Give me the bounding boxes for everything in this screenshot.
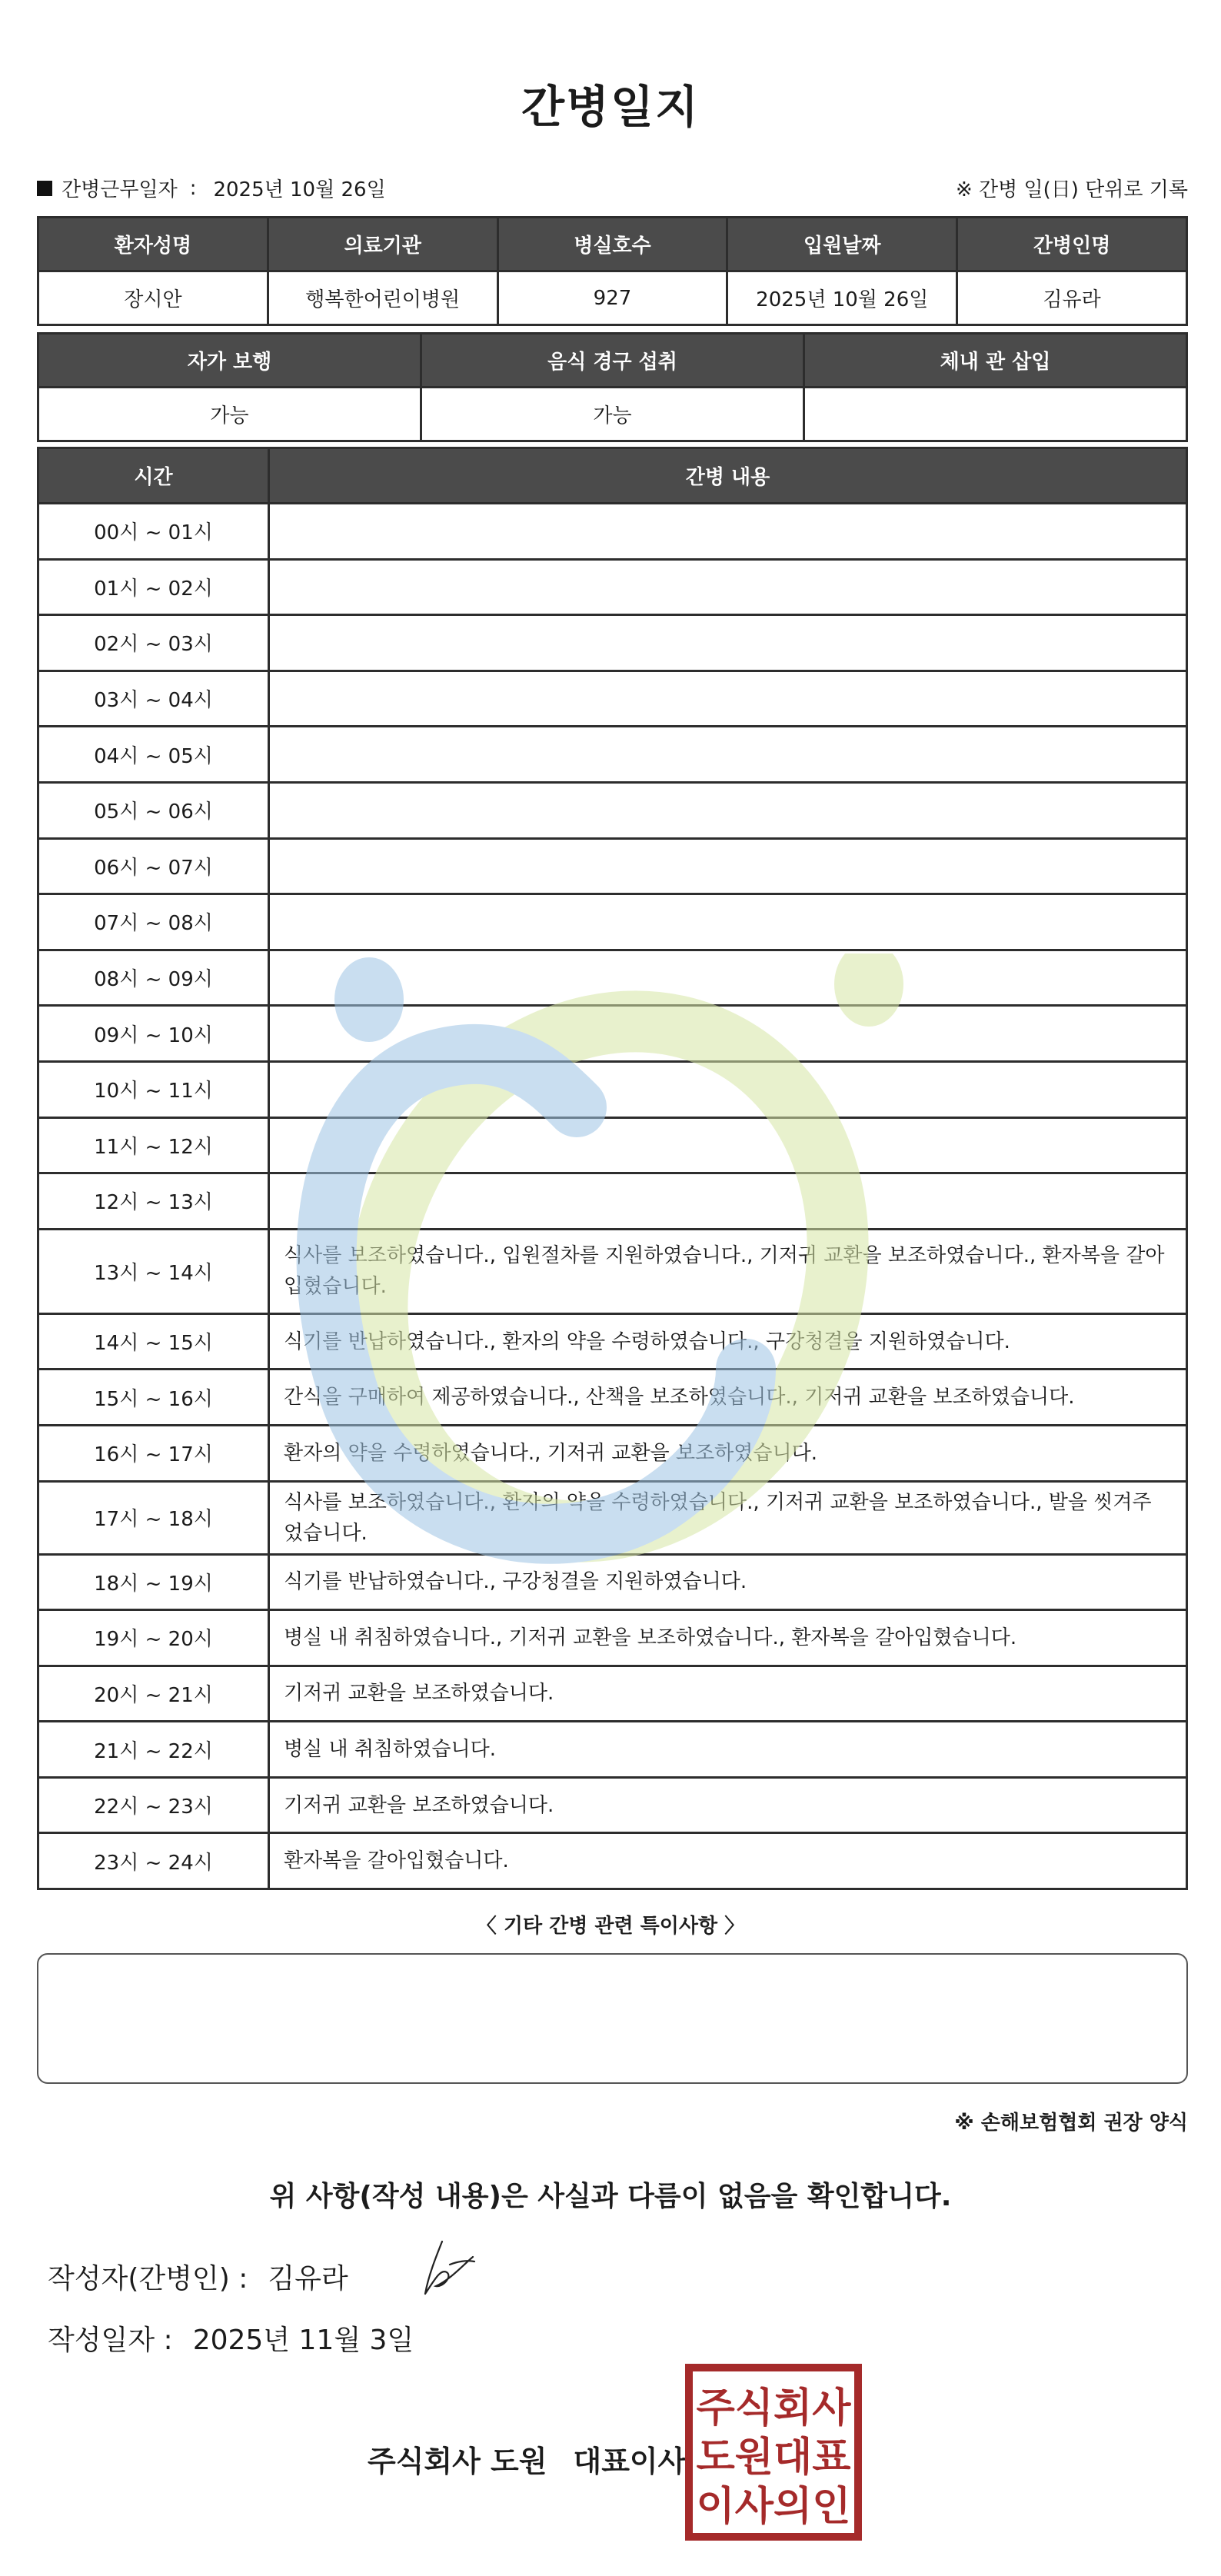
work-date-colon: : <box>189 176 197 200</box>
log-time-cell: 06시 ~ 07시 <box>38 838 269 894</box>
seal-line-2: 도원대표 <box>696 2435 851 2481</box>
log-content-cell <box>269 559 1187 615</box>
log-time-cell: 08시 ~ 09시 <box>38 950 269 1006</box>
log-time-cell: 12시 ~ 13시 <box>38 1173 269 1230</box>
log-content-cell <box>269 950 1187 1006</box>
table-row <box>38 782 1187 838</box>
log-time-cell: 03시 ~ 04시 <box>38 671 269 727</box>
table-row <box>38 1117 1187 1173</box>
log-time-cell: 18시 ~ 19시 <box>38 1554 269 1610</box>
table-row <box>38 1425 1187 1481</box>
caregiver-name: 김유라 <box>957 271 1187 325</box>
written-date-label: 작성일자 : <box>48 2325 173 2356</box>
unit-note: ※ 간병 일(日) 단위로 기록 <box>955 178 1188 201</box>
log-content-cell <box>269 782 1187 838</box>
header-admission-date: 입원날짜 <box>727 218 957 271</box>
table-row <box>38 559 1187 615</box>
remarks-title: 〈 기타 간병 관련 특이사항 〉 <box>476 1915 745 1938</box>
log-content-cell: 식기를 반납하였습니다., 구강청결을 지원하였습니다. <box>269 1554 1187 1610</box>
header-time: 시간 <box>38 448 269 504</box>
table-row <box>38 894 1187 950</box>
log-time-cell: 04시 ~ 05시 <box>38 727 269 783</box>
header-room-number: 병실호수 <box>497 218 727 271</box>
log-time-cell: 17시 ~ 18시 <box>38 1481 269 1554</box>
signature-icon <box>419 2234 488 2306</box>
log-time-cell: 05시 ~ 06시 <box>38 782 269 838</box>
written-date-line <box>48 2318 414 2358</box>
table-row <box>38 504 1187 560</box>
log-content-cell: 식기를 반납하였습니다., 환자의 약을 수령하였습니다., 구강청결을 지원하였습니다. <box>269 1313 1187 1370</box>
company-name: 주식회사 도원 <box>368 2445 547 2478</box>
writer-line <box>48 2257 348 2296</box>
table-row <box>38 1006 1187 1062</box>
log-content-cell <box>269 1006 1187 1062</box>
log-time-cell: 07시 ~ 08시 <box>38 894 269 950</box>
log-time-cell: 23시 ~ 24시 <box>38 1833 269 1889</box>
header-oral-intake: 음식 경구 섭취 <box>421 334 804 388</box>
patient-status-table <box>37 332 1188 442</box>
tube-insertion-value <box>804 388 1187 441</box>
table-row <box>38 1833 1187 1889</box>
log-time-cell: 14시 ~ 15시 <box>38 1313 269 1370</box>
writer-name: 김유라 <box>268 2263 348 2295</box>
log-content-cell: 기저귀 교환을 보조하였습니다. <box>269 1666 1187 1722</box>
log-content-cell: 병실 내 취침하였습니다., 기저귀 교환을 보조하였습니다., 환자복을 갈아입혔습니다. <box>269 1610 1187 1666</box>
log-content-cell: 식사를 보조하였습니다., 입원절차를 지원하였습니다., 기저귀 교환을 보조하였습니다., 환자복을 갈아입혔습니다. <box>269 1229 1187 1313</box>
company-seal-stamp <box>684 2363 863 2544</box>
table-row <box>38 1370 1187 1426</box>
table-row <box>38 950 1187 1006</box>
bullet-square-icon <box>37 181 52 196</box>
log-content-cell <box>269 615 1187 671</box>
recommend-note: ※ 손해보험협회 권장 양식 <box>954 2112 1188 2135</box>
remarks-box <box>37 1953 1188 2084</box>
log-time-cell: 21시 ~ 22시 <box>38 1722 269 1778</box>
log-time-cell: 09시 ~ 10시 <box>38 1006 269 1062</box>
hospital-name: 행복한어린이병원 <box>268 271 497 325</box>
header-tube-insertion: 체내 관 삽입 <box>804 334 1187 388</box>
seal-line-1: 주식회사 <box>696 2385 851 2431</box>
log-time-cell: 13시 ~ 14시 <box>38 1229 269 1313</box>
log-time-cell: 15시 ~ 16시 <box>38 1370 269 1426</box>
seal-line-3: 이사의인 <box>696 2484 851 2530</box>
log-time-cell: 11시 ~ 12시 <box>38 1117 269 1173</box>
table-row <box>38 727 1187 783</box>
header-patient-name: 환자성명 <box>38 218 268 271</box>
log-time-cell: 16시 ~ 17시 <box>38 1425 269 1481</box>
work-date-line <box>37 174 386 202</box>
log-content-cell <box>269 838 1187 894</box>
log-content-cell <box>269 727 1187 783</box>
log-time-cell: 00시 ~ 01시 <box>38 504 269 560</box>
table-row <box>38 1666 1187 1722</box>
log-content-cell <box>269 671 1187 727</box>
header-self-walking: 자가 보행 <box>38 334 421 388</box>
log-content-cell: 환자복을 갈아입혔습니다. <box>269 1833 1187 1889</box>
care-log-table <box>37 447 1188 1890</box>
written-date-value: 2025년 11월 3일 <box>192 2325 414 2356</box>
table-row <box>38 1481 1187 1554</box>
log-content-cell: 식사를 보조하였습니다., 환자의 약을 수령하였습니다., 기저귀 교환을 보조하였습니다., 발을 씻겨주었습니다. <box>269 1481 1187 1554</box>
log-time-cell: 22시 ~ 23시 <box>38 1777 269 1833</box>
log-content-cell: 간식을 구매하여 제공하였습니다., 산책을 보조하였습니다., 기저귀 교환을 보조하였습니다. <box>269 1370 1187 1426</box>
table-row <box>38 1229 1187 1313</box>
room-number: 927 <box>497 271 727 325</box>
log-time-cell: 01시 ~ 02시 <box>38 559 269 615</box>
table-row <box>38 1610 1187 1666</box>
self-walking-value: 가능 <box>38 388 421 441</box>
work-date-value: 2025년 10월 26일 <box>213 178 386 201</box>
table-row <box>38 1722 1187 1778</box>
log-time-cell: 20시 ~ 21시 <box>38 1666 269 1722</box>
company-line <box>368 2438 686 2480</box>
log-time-cell: 10시 ~ 11시 <box>38 1061 269 1117</box>
log-content-cell <box>269 1061 1187 1117</box>
table-row <box>38 838 1187 894</box>
log-content-cell: 환자의 약을 수령하였습니다., 기저귀 교환을 보조하였습니다. <box>269 1425 1187 1481</box>
document-title: 간병일지 <box>521 81 700 133</box>
table-row <box>38 1777 1187 1833</box>
log-time-cell: 19시 ~ 20시 <box>38 1610 269 1666</box>
log-content-cell <box>269 504 1187 560</box>
header-hospital: 의료기관 <box>268 218 497 271</box>
table-row <box>38 1313 1187 1370</box>
table-row <box>38 1061 1187 1117</box>
table-row <box>38 1554 1187 1610</box>
log-content-cell <box>269 1117 1187 1173</box>
confirmation-statement: 위 사항(작성 내용)은 사실과 다름이 없음을 확인합니다. <box>269 2181 952 2212</box>
patient-info-table <box>37 216 1188 326</box>
header-care-content: 간병 내용 <box>269 448 1187 504</box>
table-row <box>38 1173 1187 1230</box>
writer-label: 작성자(간병인) : <box>48 2263 248 2295</box>
patient-name: 장시안 <box>38 271 268 325</box>
work-date-label: 간병근무일자 <box>62 178 178 201</box>
oral-intake-value: 가능 <box>421 388 804 441</box>
header-caregiver-name: 간병인명 <box>957 218 1187 271</box>
company-rep: 대표이사 <box>573 2445 687 2478</box>
log-content-cell <box>269 894 1187 950</box>
log-content-cell: 병실 내 취침하였습니다. <box>269 1722 1187 1778</box>
log-content-cell: 기저귀 교환을 보조하였습니다. <box>269 1777 1187 1833</box>
table-row <box>38 615 1187 671</box>
log-time-cell: 02시 ~ 03시 <box>38 615 269 671</box>
table-row <box>38 671 1187 727</box>
admission-date: 2025년 10월 26일 <box>727 271 957 325</box>
log-content-cell <box>269 1173 1187 1230</box>
